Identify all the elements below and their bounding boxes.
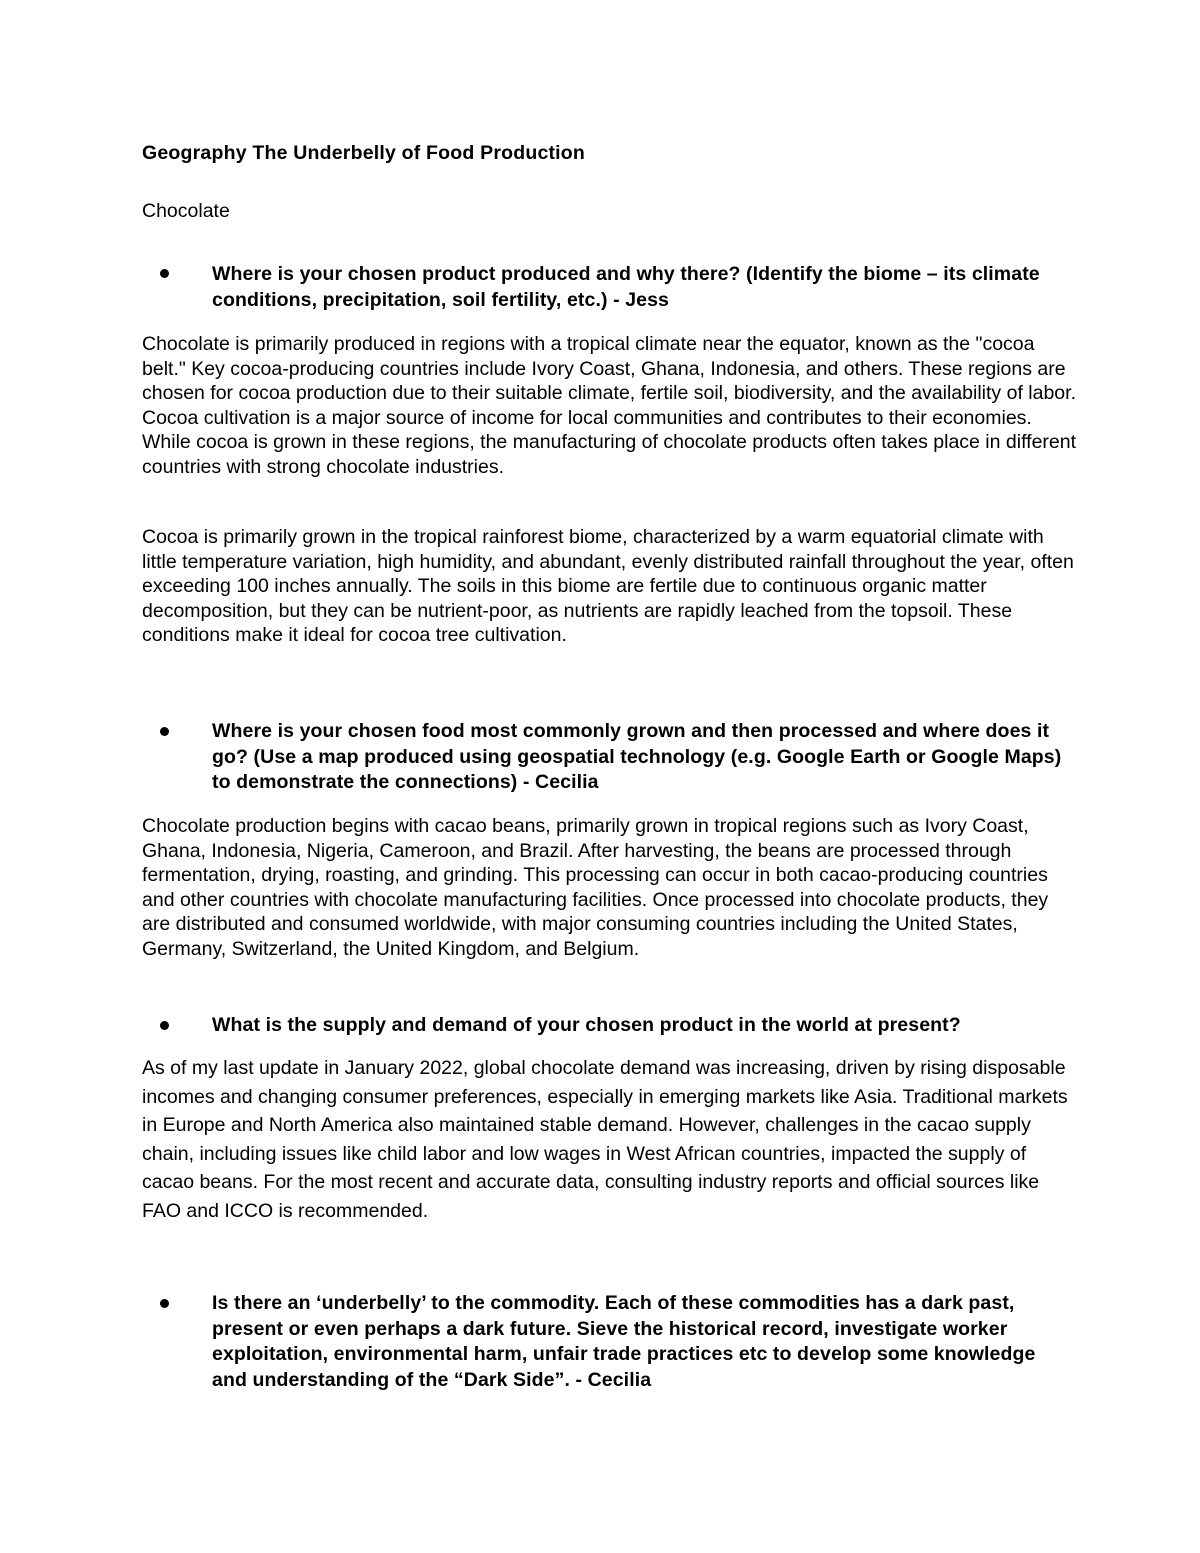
section-1-paragraph-2: Cocoa is primarily grown in the tropical rainforest biome, characterized by a warm equatorial climate with little temperature variation, high humidity, and abundant, evenly distributed rainfall throughout the year, often exceeding 100 inches annually. The soils in this biome are fertile due to continuous organic matter decomposition, but they can be nutrient-poor, as nutrients are rapidly leached from the topsoil. These conditions make it ideal for cocoa tree cultivation. (142, 526, 1074, 647)
section-3-question: What is the supply and demand of your chosen product in the world at present? (212, 1014, 961, 1036)
document-subtitle: Chocolate (142, 200, 230, 222)
section-4-question: Is there an ‘underbelly’ to the commodity. Each of these commodities has a dark past, present or even perhaps a dark future. Sieve the historical record, investigate worker exploitation, environmental harm, unfair trade practices etc to develop some knowledge and understanding of the “Dark Side”. - Cecilia (212, 1292, 1036, 1391)
bullet-icon (160, 724, 174, 738)
section-1-question: Where is your chosen product produced and why there? (Identify the biome – its climate conditions, precipitation, soil fertility, etc.) - Jess (212, 263, 1040, 311)
bullet-icon (160, 1018, 174, 1032)
bullet-icon (160, 266, 174, 280)
bullet-icon (160, 1296, 174, 1310)
section-2-paragraph-1: Chocolate production begins with cacao beans, primarily grown in tropical regions such as Ivory Coast, Ghana, Indonesia, Nigeria, Cameroon, and Brazil. After harvesting, the beans are processed through fermentation, drying, roasting, and grinding. This processing can occur in both cacao-producing countries and other countries with chocolate manufacturing facilities. Once processed into chocolate products, they are distributed and consumed worldwide, with major consuming countries including the United States, Germany, Switzerland, the United Kingdom, and Belgium. (142, 815, 1049, 960)
section-3-paragraph-1: As of my last update in January 2022, global chocolate demand was increasing, driven by rising disposable incomes and changing consumer preferences, especially in emerging markets like Asia. Traditional markets in Europe and North America also maintained stable demand. However, challenges in the cacao supply chain, including issues like child labor and low wages in West African countries, impacted the supply of cacao beans. For the most recent and accurate data, consulting industry reports and official sources like FAO and ICCO is recommended. (142, 1057, 1068, 1222)
document-title: Geography The Underbelly of Food Production (142, 142, 586, 164)
section-1-paragraph-1: Chocolate is primarily produced in regions with a tropical climate near the equator, known as the "cocoa belt." Key cocoa-producing countries include Ivory Coast, Ghana, Indonesia, and others. These regions are chosen for cocoa production due to their suitable climate, fertile soil, biodiversity, and the availability of labor. Cocoa cultivation is a major source of income for local communities and contributes to their economies. While cocoa is grown in these regions, the manufacturing of chocolate products often takes place in different countries with strong chocolate industries. (142, 333, 1077, 478)
section-2-question: Where is your chosen food most commonly grown and then processed and where does it go? (Use a map produced using geospatial technology (e.g. Google Earth or Google Maps) to demonstrate the connections) - Cecilia (212, 720, 1062, 793)
